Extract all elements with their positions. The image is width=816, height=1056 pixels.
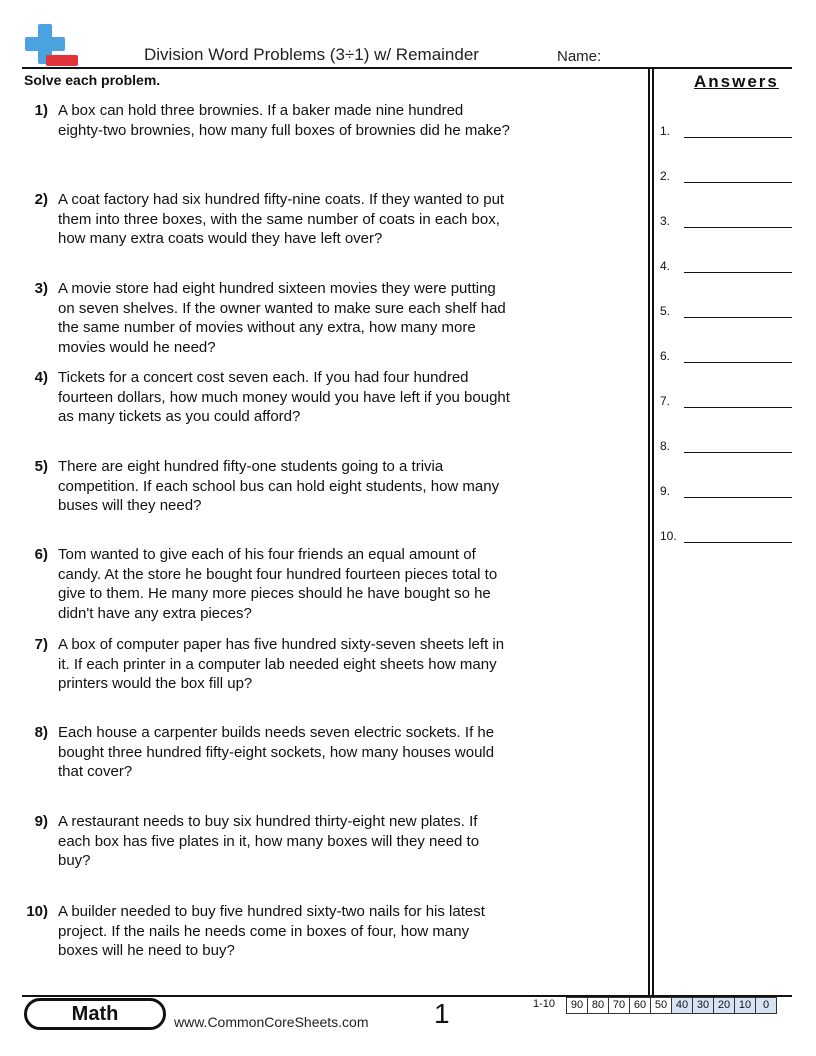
header-divider	[22, 67, 792, 69]
score-cell: 60	[630, 998, 651, 1014]
page-number: 1	[434, 998, 450, 1029]
answer-blank[interactable]	[684, 452, 792, 453]
problem-number: 9)	[34, 813, 48, 830]
problem-number: 5)	[34, 458, 48, 475]
score-range-label: 1-10	[533, 998, 556, 1010]
answer-number: 3.	[660, 214, 671, 228]
answer-row-10	[660, 525, 792, 545]
answer-blank[interactable]	[684, 227, 792, 228]
score-cell: 40	[672, 998, 693, 1014]
problem-text: A builder needed to buy five hundred sixty-two nails for his latest project. If the nails he needs come in boxes of four, how many boxes will he need to buy?	[58, 903, 485, 959]
column-divider	[652, 69, 654, 996]
answer-row-4	[660, 255, 792, 275]
subject-label: Math	[71, 1003, 119, 1025]
answer-blank[interactable]	[684, 542, 792, 543]
score-table	[566, 997, 777, 1014]
answer-row-6	[660, 345, 792, 365]
score-cell: 50	[651, 998, 672, 1014]
score-cell: 30	[693, 998, 714, 1014]
problem-text: Each house a carpenter builds needs seven electric sockets. If he bought three hundred fifty-eight sockets, how many houses would that cover?	[58, 724, 495, 780]
problem-number: 7)	[34, 636, 48, 653]
score-cell: 10	[735, 998, 756, 1014]
answer-number: 1.	[660, 124, 671, 138]
answer-row-3	[660, 210, 792, 230]
problem-text: A box can hold three brownies. If a baker made nine hundred eighty-two brownies, how many full boxes of brownies did he make?	[58, 102, 510, 139]
answer-number: 7.	[660, 394, 671, 408]
score-cell: 90	[567, 998, 588, 1014]
score-cell: 80	[588, 998, 609, 1014]
answer-number: 6.	[660, 349, 671, 363]
answer-blank[interactable]	[684, 362, 792, 363]
problem-number: 4)	[34, 369, 48, 386]
answers-heading: Answers	[694, 72, 779, 91]
name-label: Name:	[557, 48, 602, 65]
answer-row-9	[660, 480, 792, 500]
answer-row-2	[660, 165, 792, 185]
website-url: www.CommonCoreSheets.com	[174, 1014, 369, 1030]
problem-text: Tom wanted to give each of his four friends an equal amount of candy. At the store he bought four hundred fourteen pieces total to give to them. He many more pieces should he have bought so he didn't have any extra pieces?	[58, 546, 498, 622]
score-cell: 20	[714, 998, 735, 1014]
subject-badge	[24, 998, 166, 1030]
answer-number: 8.	[660, 439, 671, 453]
problem-number: 3)	[34, 280, 48, 297]
answer-blank[interactable]	[684, 317, 792, 318]
problem-text: A movie store had eight hundred sixteen movies they were putting on seven shelves. If the owner wanted to make sure each shelf had the same number of movies without any extra, how many more movies would he need?	[58, 280, 506, 356]
answer-row-8	[660, 435, 792, 455]
problem-text: Tickets for a concert cost seven each. If you had four hundred fourteen dollars, how much money would you have left if you bought as many tickets as you could afford?	[58, 369, 510, 425]
problem-number: 2)	[34, 191, 48, 208]
problem-number: 10)	[26, 903, 48, 920]
answer-row-1	[660, 120, 792, 140]
problem-number: 6)	[34, 546, 48, 563]
answer-blank[interactable]	[684, 497, 792, 498]
answer-number: 10.	[660, 529, 677, 543]
logo	[22, 24, 80, 68]
problem-text: A coat factory had six hundred fifty-nine coats. If they wanted to put them into three boxes, with the same number of coats in each box, how many extra coats would they have left over?	[58, 191, 505, 247]
answer-row-5	[660, 300, 792, 320]
worksheet-title: Division Word Problems (3÷1) w/ Remainder	[144, 45, 479, 64]
answer-row-7	[660, 390, 792, 410]
answer-number: 4.	[660, 259, 671, 273]
score-cell: 0	[756, 998, 777, 1014]
answer-blank[interactable]	[684, 137, 792, 138]
problem-number: 1)	[34, 102, 48, 119]
problem-text: There are eight hundred fifty-one students going to a trivia competition. If each school bus can hold eight students, how many buses will they need?	[58, 458, 500, 514]
column-divider	[648, 69, 650, 996]
problem-text: A box of computer paper has five hundred sixty-seven sheets left in it. If each printer in a computer lab needed eight sheets how many printers would the box fill up?	[58, 636, 505, 692]
answer-number: 5.	[660, 304, 671, 318]
answer-blank[interactable]	[684, 407, 792, 408]
answer-blank[interactable]	[684, 182, 792, 183]
instructions: Solve each problem.	[24, 72, 161, 88]
answer-blank[interactable]	[684, 272, 792, 273]
logo-plus-horizontal	[25, 37, 65, 51]
answer-number: 9.	[660, 484, 671, 498]
logo-minus	[46, 55, 78, 66]
problem-text: A restaurant needs to buy six hundred thirty-eight new plates. If each box has five plates in it, how many boxes will they need to buy?	[58, 813, 480, 869]
score-cell: 70	[609, 998, 630, 1014]
problem-number: 8)	[34, 724, 48, 741]
answer-number: 2.	[660, 169, 671, 183]
